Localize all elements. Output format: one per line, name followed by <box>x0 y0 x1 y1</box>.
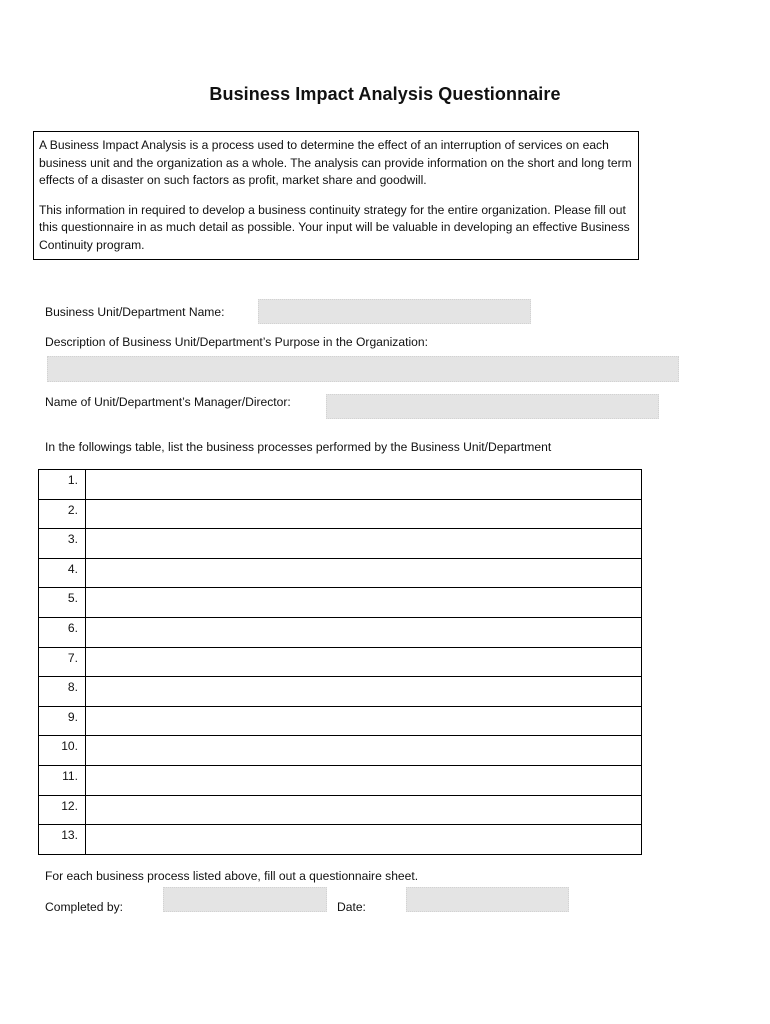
table-row <box>39 677 642 707</box>
table-row <box>39 588 642 618</box>
process-entry-field[interactable] <box>86 795 642 825</box>
process-entry-field[interactable] <box>86 499 642 529</box>
process-number: 10. <box>61 739 78 754</box>
process-entry-field[interactable] <box>86 647 642 677</box>
process-entry-field[interactable] <box>86 588 642 618</box>
process-number: 12. <box>61 798 78 813</box>
process-number: 5. <box>67 591 78 606</box>
completed-by-field[interactable] <box>163 887 327 912</box>
process-number-cell <box>39 765 86 795</box>
table-instruction: In the followings table, list the business processes performed by the Business Unit/Department <box>45 440 552 454</box>
process-entry-field[interactable] <box>86 617 642 647</box>
process-table <box>38 469 642 855</box>
table-row <box>39 529 642 559</box>
process-entry-field[interactable] <box>86 765 642 795</box>
process-number: 1. <box>67 473 78 487</box>
process-entry-field[interactable] <box>86 677 642 707</box>
table-row <box>39 825 642 855</box>
table-row <box>39 795 642 825</box>
intro-paragraph-1: A Business Impact Analysis is a process used to determine the effect of an interruption of services on each business unit and the organization as a whole. The analysis can provide information on the short and long term effects of a disaster on such factors as profit, market share and goodwill. <box>39 138 632 188</box>
unit-name-field[interactable] <box>258 299 531 324</box>
process-number-cell <box>39 558 86 588</box>
process-number-cell <box>39 677 86 707</box>
process-number-cell <box>39 529 86 559</box>
process-entry-field[interactable] <box>86 470 642 500</box>
footer-note: For each business process listed above, fill out a questionnaire sheet. <box>45 869 419 883</box>
intro-box <box>33 131 639 260</box>
process-number: 6. <box>67 620 78 635</box>
manager-label: Name of Unit/Department’s Manager/Director: <box>45 395 291 409</box>
description-field[interactable] <box>47 356 679 382</box>
process-number: 4. <box>67 561 78 576</box>
process-number: 2. <box>67 502 78 517</box>
process-entry-field[interactable] <box>86 706 642 736</box>
process-number-cell <box>39 736 86 766</box>
process-entry-field[interactable] <box>86 529 642 559</box>
process-number-cell <box>39 795 86 825</box>
process-number: 13. <box>61 828 78 843</box>
process-number: 8. <box>67 680 78 695</box>
process-number-cell <box>39 588 86 618</box>
process-number-cell <box>39 617 86 647</box>
table-row <box>39 499 642 529</box>
completed-by-label: Completed by: <box>45 900 123 914</box>
process-entry-field[interactable] <box>86 558 642 588</box>
process-number: 9. <box>67 709 78 724</box>
table-row <box>39 736 642 766</box>
process-entry-field[interactable] <box>86 736 642 766</box>
date-field[interactable] <box>406 887 569 912</box>
process-number: 7. <box>67 650 78 665</box>
unit-name-label: Business Unit/Department Name: <box>45 305 225 319</box>
table-row <box>39 558 642 588</box>
process-number-cell <box>39 470 86 500</box>
date-label: Date: <box>337 900 366 914</box>
intro-paragraph-2: This information in required to develop a business continuity strategy for the entire organization. Please fill out this questionnaire in as much detail as possible. Your input will be valuable in developing an effective Business Continuity program. <box>39 202 630 252</box>
process-number-cell <box>39 647 86 677</box>
process-number: 3. <box>67 532 78 547</box>
table-row <box>39 765 642 795</box>
process-entry-field[interactable] <box>86 825 642 855</box>
manager-field[interactable] <box>326 394 659 419</box>
table-row <box>39 470 642 500</box>
description-label: Description of Business Unit/Department’s Purpose in the Organization: <box>45 335 428 349</box>
process-number: 11. <box>62 768 78 783</box>
process-number-cell <box>39 706 86 736</box>
page-title: Business Impact Analysis Questionnaire <box>209 84 561 104</box>
table-row <box>39 617 642 647</box>
table-row <box>39 706 642 736</box>
process-number-cell <box>39 499 86 529</box>
table-row <box>39 647 642 677</box>
process-number-cell <box>39 825 86 855</box>
